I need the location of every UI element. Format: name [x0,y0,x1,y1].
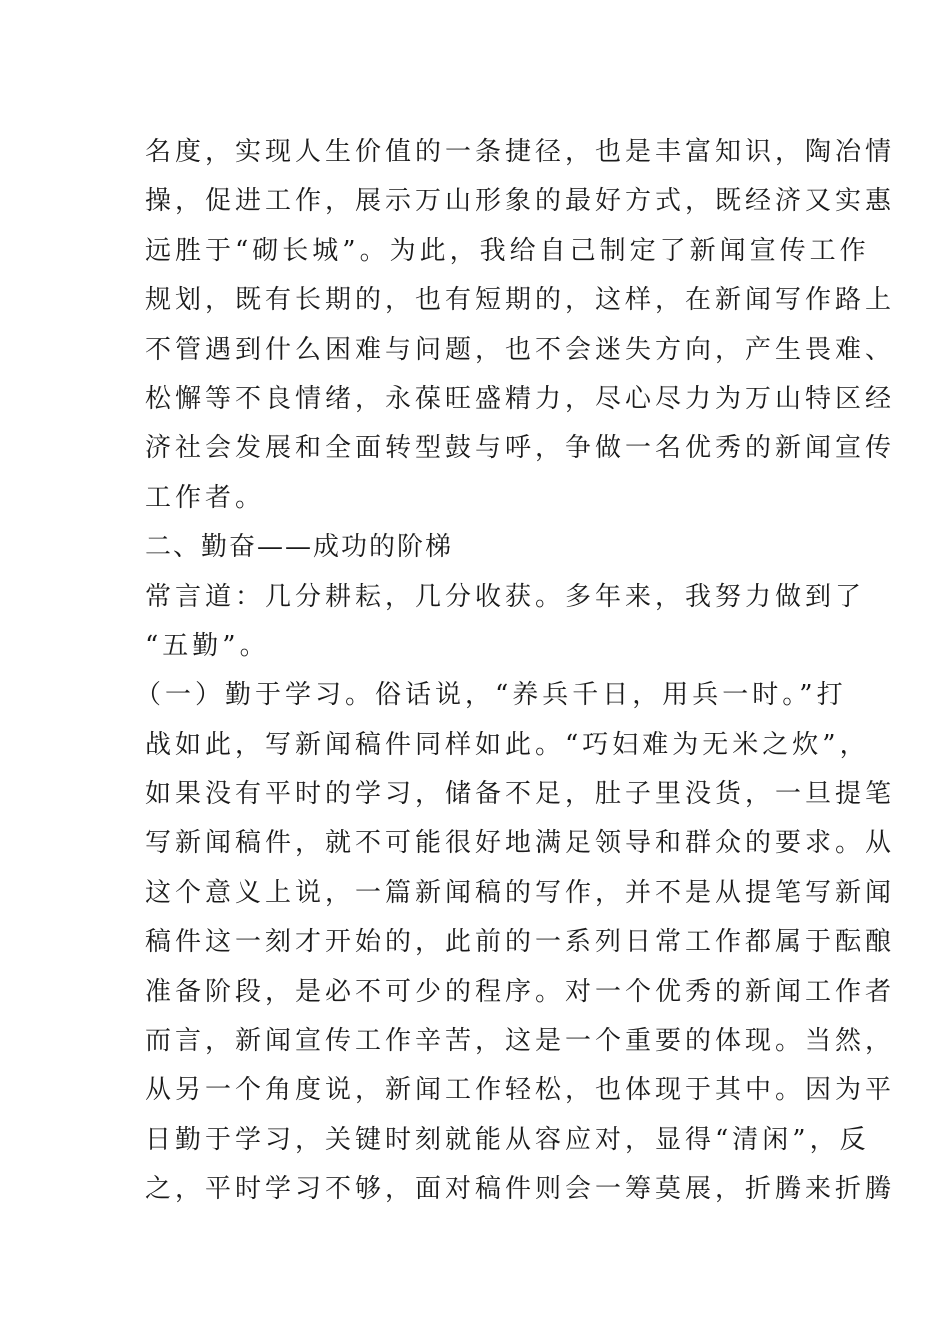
text-line: 这个意义上说，一篇新闻稿的写作，并不是从提笔写新闻 [145,877,896,908]
document-body [135,128,896,1215]
text-line: 操，促进工作，展示万山形象的最好方式，既经济又实惠 [145,186,896,217]
text-line: 规划，既有长期的，也有短期的，这样，在新闻写作路上 [145,285,896,316]
text-line: 名度，实现人生价值的一条捷径，也是丰富知识，陶冶情 [145,137,896,167]
text-line: 日勤于学习，关键时刻就能从容应对，显得“清闲”，反 [145,1124,870,1155]
text-line: 松懈等不良情绪，永葆旺盛精力，尽心尽力为万山特区经 [145,383,896,414]
section-heading: 二、勤奋——成功的阶梯 [145,532,454,563]
text-line: 战如此，写新闻稿件同样如此。“巧妇难为无米之炊”， [145,729,870,760]
text-line: 从另一个角度说，新闻工作轻松，也体现于其中。因为平 [145,1075,896,1106]
text-line: 如果没有平时的学习，储备不足，肚子里没货，一旦提笔 [145,779,896,810]
text-line: 而言，新闻宣传工作辛苦，这是一个重要的体现。当然， [145,1026,896,1057]
text-line: 济社会发展和全面转型鼓与呼，争做一名优秀的新闻宣传 [145,433,896,464]
text-line: 写新闻稿件，就不可能很好地满足领导和群众的要求。从 [145,828,896,859]
text-line: 工作者。 [145,482,266,513]
text-line: （一）勤于学习。俗话说，“养兵千日，用兵一时。”打 [135,680,847,711]
text-line: 不管遇到什么困难与问题，也不会迷失方向，产生畏难、 [145,334,896,365]
text-line: 之，平时学习不够，面对稿件则会一筹莫展，折腾来折腾 [145,1174,896,1205]
text-line: 常言道：几分耕耘，几分收获。多年来，我努力做到了 [145,581,866,612]
text-line: 稿件这一刻才开始的，此前的一系列日常工作都属于酝酿 [145,927,896,958]
text-line: 准备阶段，是必不可少的程序。对一个优秀的新闻工作者 [145,976,896,1007]
text-line: “五勤”。 [145,630,270,661]
text-line: 远胜于“砌长城”。为此，我给自己制定了新闻宣传工作 [145,235,870,266]
